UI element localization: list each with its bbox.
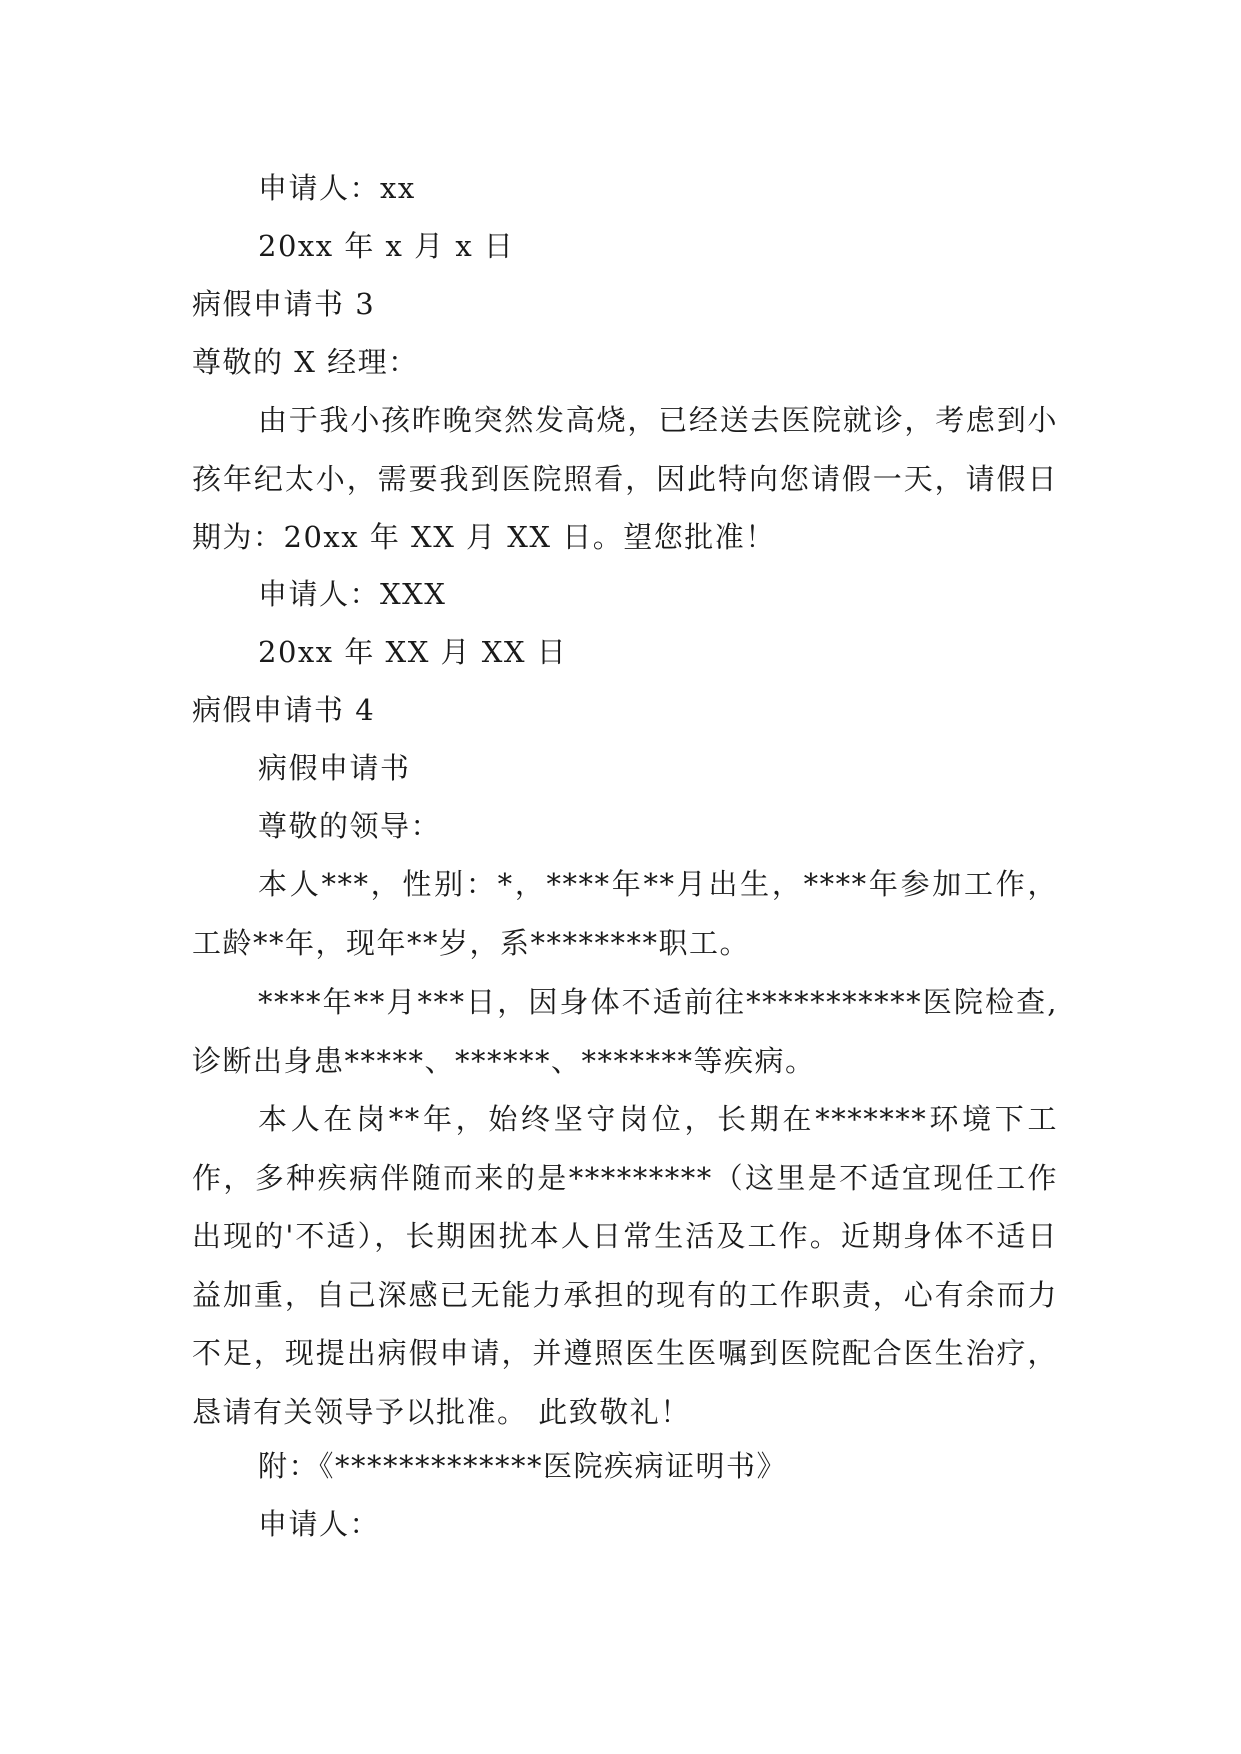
body-paragraph-4b: ****年**月***日，因身体不适前往***********医院检查,诊断出身患*****、******、*******等疾病。 xyxy=(192,985,1058,1078)
salutation-3: 尊敬的 X 经理： xyxy=(192,345,419,379)
attachment-line-4: 附：《*************医院疾病证明书》 xyxy=(258,1449,788,1483)
body-paragraph-4c: 本人在岗**年，始终坚守岗位，长期在*******环境下工作，多种疾病伴随而来的是*********（这里是不适宜现任工作出现的'不适），长期困扰本人日常生活及工作。近期身体不适日益加重，自己深感已无能力承担的现有的工作职责，心有余而力不足，现提出病假申请，并遵照医生医嘱到医院配合医生治疗，恳请有关领导予以批准。 此致敬礼！ xyxy=(192,1102,1058,1429)
body-paragraph-4a: 本人***，性别：*，****年**月出生，****年参加工作，工龄**年，现年**岁，系********职工。 xyxy=(192,867,1058,960)
body-paragraph-3: 由于我小孩昨晚突然发高烧，已经送去医院就诊，考虑到小孩年纪太小，需要我到医院照看，因此特向您请假一天，请假日期为：20xx 年 XX 月 XX 日。望您批准！ xyxy=(192,403,1058,554)
date-line-3: 20xx 年 XX 月 XX 日 xyxy=(258,635,568,669)
applicant-line-4: 申请人： xyxy=(258,1507,381,1541)
date-line-1: 20xx 年 x 月 x 日 xyxy=(258,229,515,263)
document-subtitle-4: 病假申请书 xyxy=(258,751,411,785)
applicant-line-1: 申请人：xx xyxy=(258,171,416,205)
salutation-4: 尊敬的领导： xyxy=(258,809,442,843)
section-heading-3: 病假申请书 3 xyxy=(192,287,376,321)
applicant-line-3: 申请人：XXX xyxy=(258,577,447,611)
section-heading-4: 病假申请书 4 xyxy=(192,693,376,727)
